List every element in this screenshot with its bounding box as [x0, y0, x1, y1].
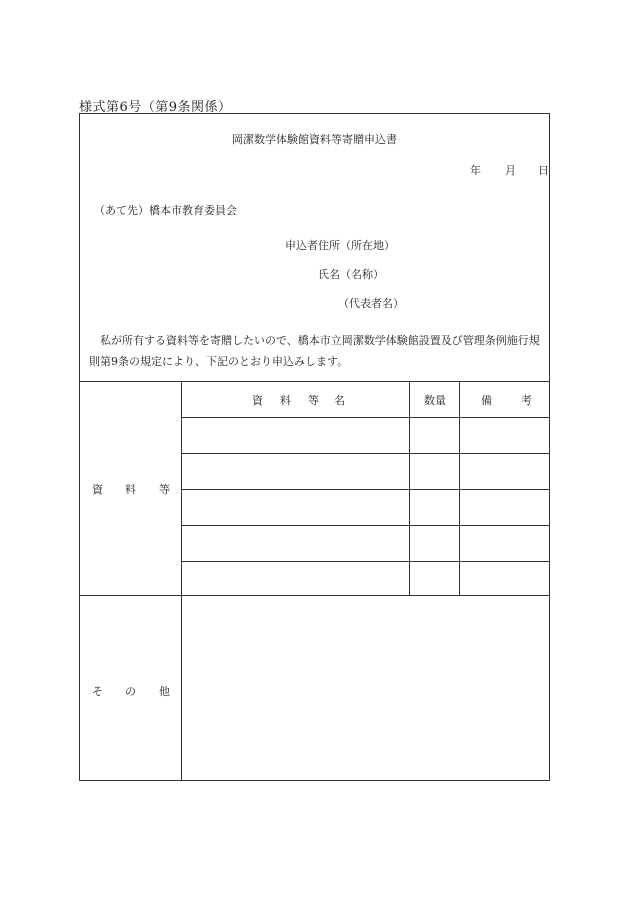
- materials-label-char-1: 資: [92, 483, 103, 496]
- table-row: [182, 489, 549, 526]
- material-name-cell[interactable]: [182, 561, 410, 595]
- date-month-label: 月: [505, 164, 516, 177]
- other-row-label: [80, 595, 182, 780]
- quantity-cell[interactable]: [410, 417, 460, 453]
- form-number-label: 様式第6号（第9条関係）: [79, 100, 232, 115]
- quantity-cell[interactable]: [410, 453, 460, 489]
- materials-label-char-3: 等: [159, 483, 170, 496]
- remarks-cell[interactable]: [460, 489, 549, 525]
- remarks-cell[interactable]: [460, 453, 549, 489]
- application-form: [79, 113, 550, 781]
- statement-line-2: 則第9条の規定により、下記のとおり申込みします。: [89, 355, 349, 368]
- other-label-char-3: 他: [159, 685, 170, 698]
- statement-line-1: 私が所有する資料等を寄贈したいので、橋本市立岡潔数学体験館設置及び管理条例施行規: [100, 334, 540, 347]
- other-section: [80, 595, 549, 780]
- material-name-cell[interactable]: [182, 525, 410, 561]
- remarks-cell[interactable]: [460, 561, 549, 595]
- form-title: 岡潔数学体験館資料等寄贈申込書: [232, 133, 397, 146]
- applicant-address-label: 申込者住所（所在地）: [285, 239, 395, 252]
- form-header-section: [80, 114, 549, 382]
- table-row: [182, 417, 549, 454]
- addressee: （あて先）橋本市教育委員会: [94, 204, 237, 217]
- applicant-representative-label: （代表者名）: [338, 297, 404, 310]
- other-label-char-1: そ: [92, 685, 103, 698]
- header-remarks: 備 考: [481, 394, 532, 407]
- header-quantity: 数量: [410, 381, 460, 417]
- table-row: [182, 453, 549, 490]
- applicant-name-label: 氏名（名称）: [318, 268, 384, 281]
- materials-header-row: [182, 381, 549, 418]
- table-row: [182, 561, 549, 595]
- materials-label-char-2: 料: [125, 483, 136, 496]
- materials-section: [80, 381, 549, 596]
- table-row: [182, 525, 549, 562]
- application-statement: [89, 330, 549, 372]
- other-content-field[interactable]: [182, 595, 549, 780]
- date-day-label: 日: [538, 164, 549, 177]
- quantity-cell[interactable]: [410, 561, 460, 595]
- quantity-cell[interactable]: [410, 525, 460, 561]
- materials-table: [182, 381, 549, 595]
- date-year-label: 年: [470, 164, 481, 177]
- remarks-cell[interactable]: [460, 525, 549, 561]
- materials-row-label: [80, 381, 182, 595]
- material-name-cell[interactable]: [182, 489, 410, 525]
- quantity-cell[interactable]: [410, 489, 460, 525]
- other-label-char-2: の: [125, 685, 136, 698]
- material-name-cell[interactable]: [182, 417, 410, 453]
- material-name-cell[interactable]: [182, 453, 410, 489]
- header-material-name: 資 料 等 名: [182, 381, 410, 417]
- remarks-cell[interactable]: [460, 417, 549, 453]
